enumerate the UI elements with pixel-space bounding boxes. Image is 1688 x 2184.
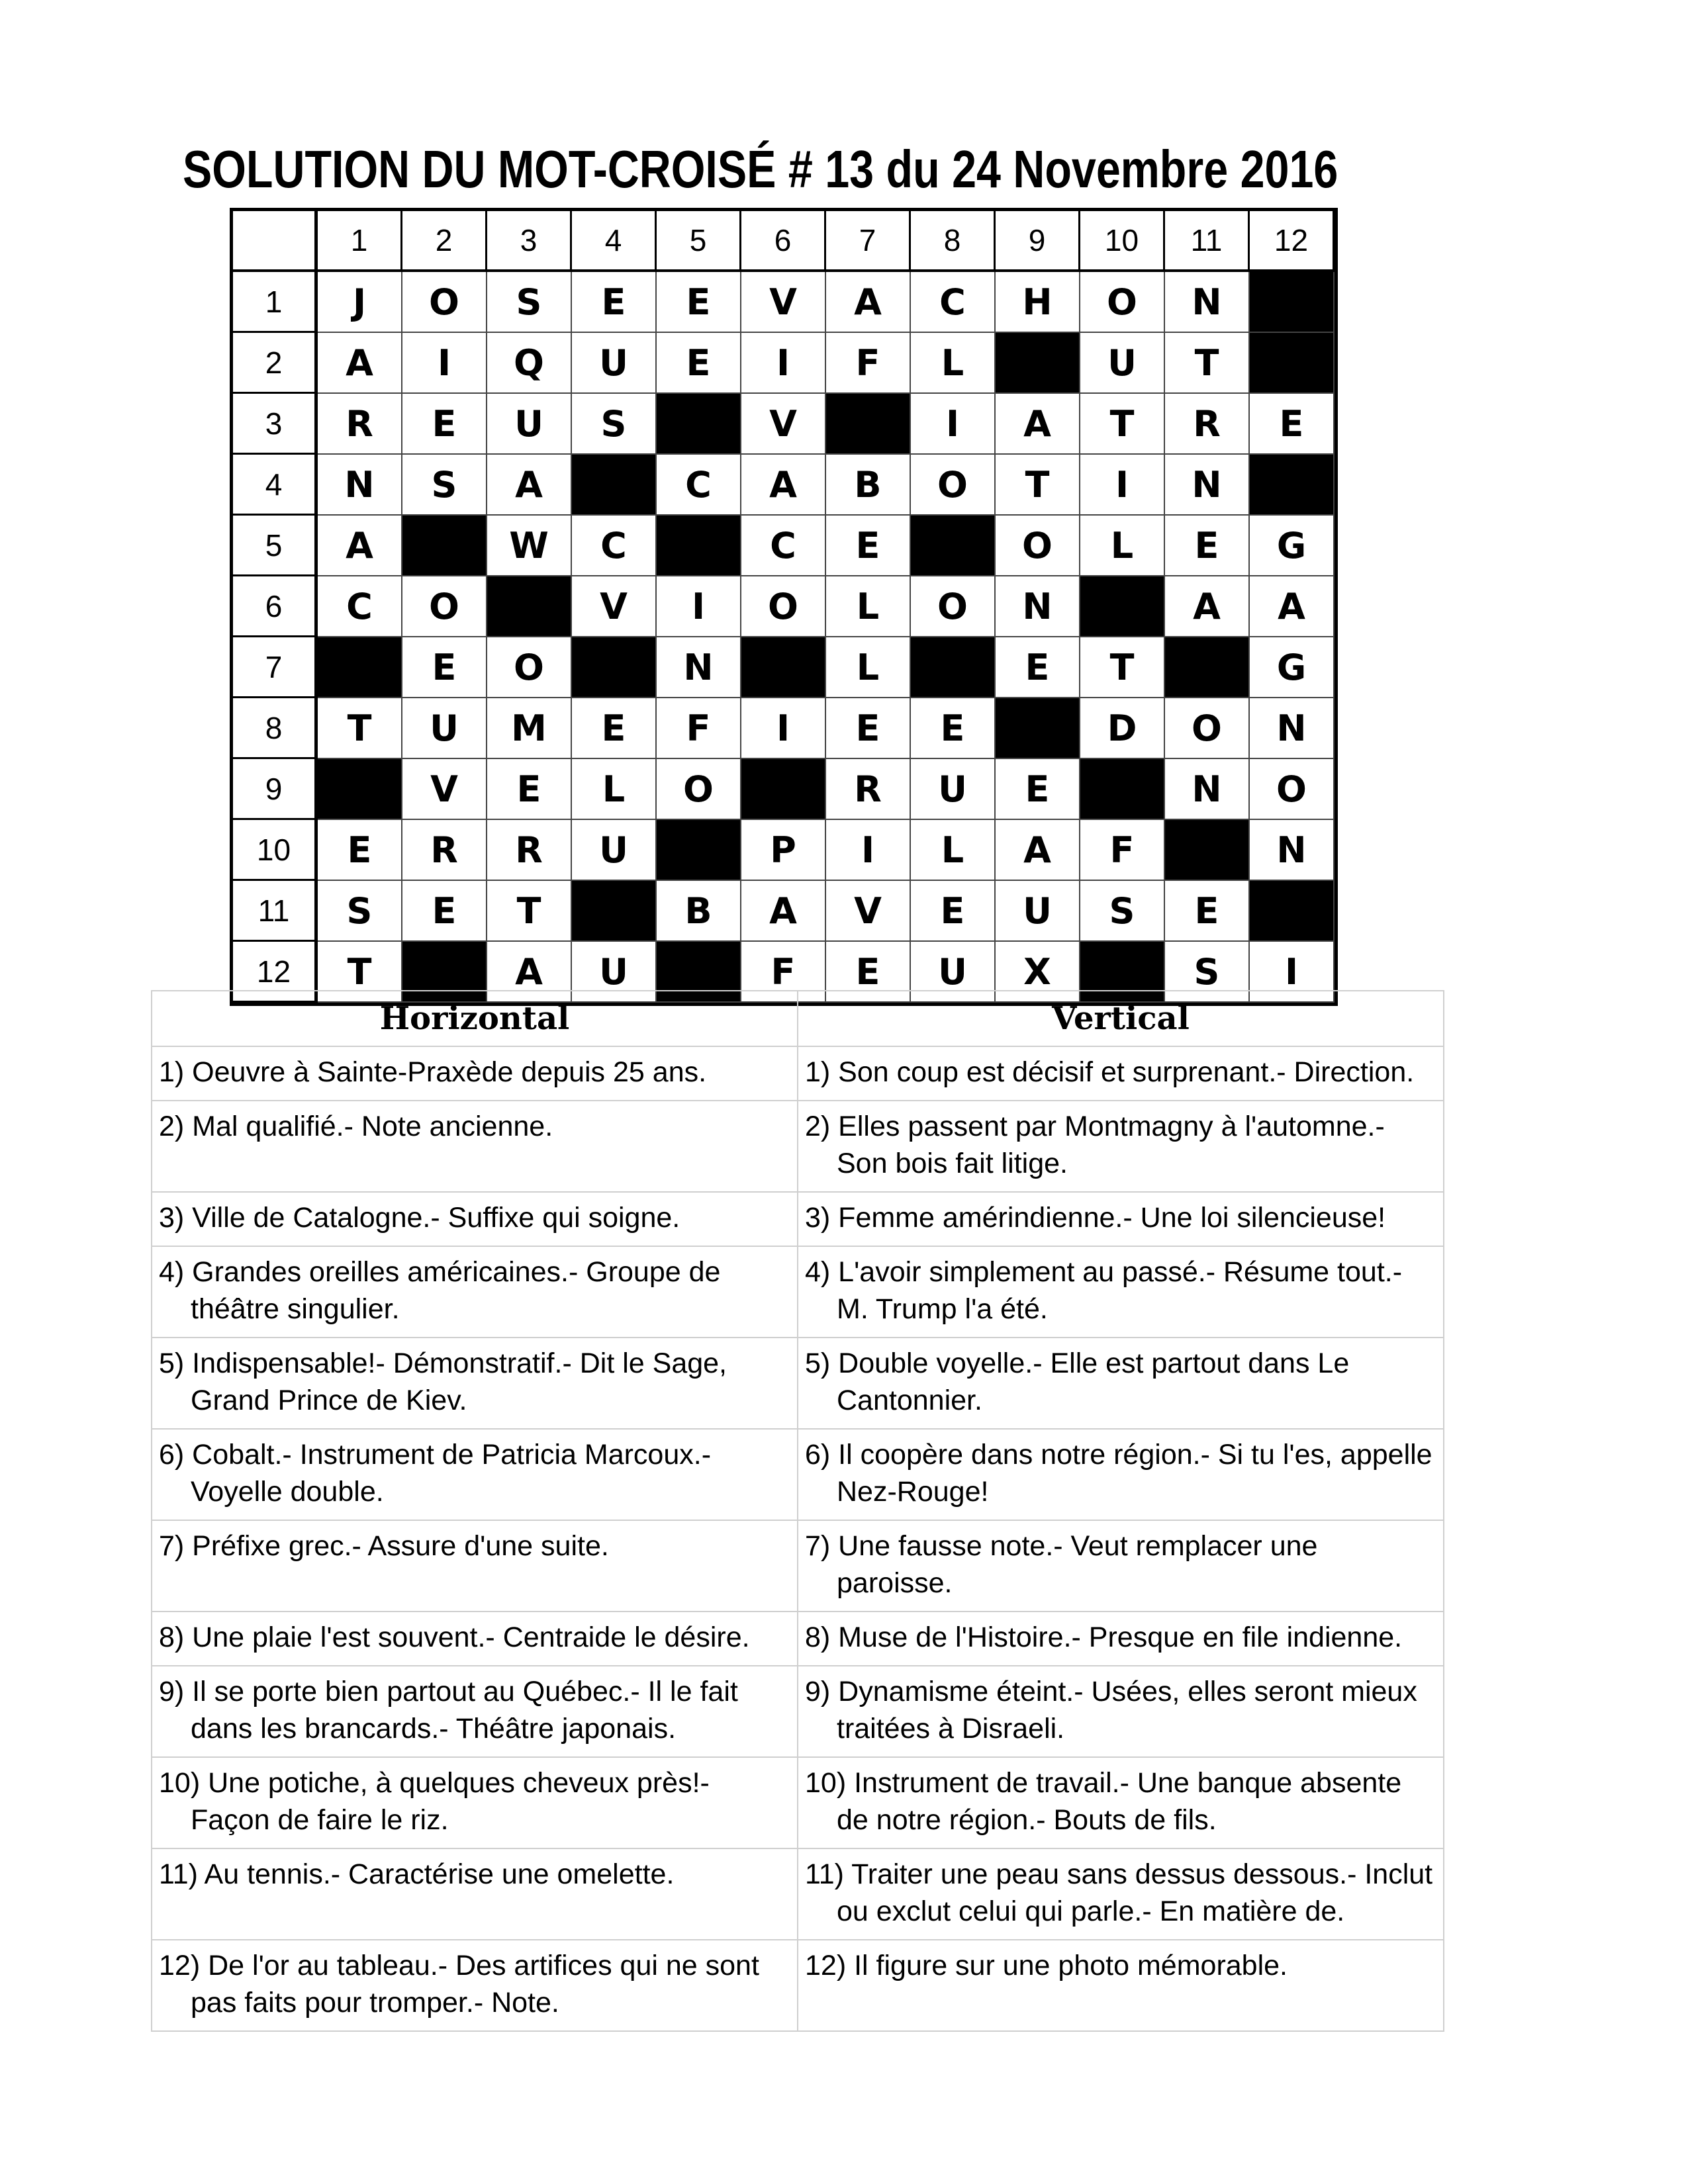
horizontal-clue-cell: [152, 1757, 798, 1848]
horizontal-clue: 5) Indispensable!- Démonstratif.- Dit le Sage, Grand Prince de Kiev.: [159, 1347, 727, 1416]
horizontal-clue-cell: [152, 1848, 798, 1940]
grid-letter: O: [911, 455, 996, 516]
column-number: 6: [741, 211, 826, 272]
column-number: 3: [487, 211, 572, 272]
grid-letter: U: [1080, 333, 1165, 394]
grid-letter: E: [911, 881, 996, 942]
grid-letter: O: [911, 576, 996, 637]
grid-letter: N: [1250, 698, 1335, 759]
black-square: [1080, 576, 1165, 637]
grid-letter: E: [572, 272, 657, 333]
horizontal-clue-cell: [152, 1192, 798, 1246]
clue-row: [152, 1338, 1444, 1429]
grid-letter: E: [657, 272, 741, 333]
grid-letter: A: [996, 820, 1080, 881]
black-square: [741, 759, 826, 820]
grid-letter: J: [318, 272, 402, 333]
column-number: 5: [657, 211, 741, 272]
vertical-clue: 3) Femme amérindienne.- Une loi silencieuse!: [805, 1202, 1386, 1234]
grid-letter: E: [487, 759, 572, 820]
vertical-clue: 4) L'avoir simplement au passé.- Résume tout.- M. Trump l'a été.: [805, 1256, 1403, 1325]
grid-letter: A: [741, 881, 826, 942]
grid-letter: I: [741, 333, 826, 394]
clue-row: [152, 1757, 1444, 1848]
row-number: 11: [233, 881, 318, 942]
vertical-clue-cell: [798, 1101, 1444, 1192]
grid-letter: L: [911, 333, 996, 394]
black-square: [1250, 272, 1335, 333]
vertical-clue: 8) Muse de l'Histoire.- Presque en file indienne.: [805, 1621, 1403, 1653]
row-number: 8: [233, 698, 318, 759]
vertical-clue-cell: [798, 1940, 1444, 2031]
black-square: [572, 881, 657, 942]
grid-letter: O: [402, 576, 487, 637]
grid-letter: U: [996, 881, 1080, 942]
grid-letter: U: [572, 333, 657, 394]
clue-row: [152, 1520, 1444, 1612]
column-number: 4: [572, 211, 657, 272]
black-square: [1250, 455, 1335, 516]
black-square: [402, 516, 487, 576]
black-square: [1165, 820, 1250, 881]
grid-letter: V: [741, 272, 826, 333]
grid-letter: E: [572, 698, 657, 759]
clue-row: [152, 1101, 1444, 1192]
grid-letter: E: [826, 942, 911, 1003]
grid-letter: C: [318, 576, 402, 637]
clue-row: [152, 1192, 1444, 1246]
horizontal-clue-cell: [152, 1940, 798, 2031]
grid-letter: L: [911, 820, 996, 881]
column-number: 2: [402, 211, 487, 272]
horizontal-header: Horizontal: [152, 991, 798, 1046]
row-number: 4: [233, 455, 318, 516]
grid-letter: O: [1165, 698, 1250, 759]
grid-letter: O: [657, 759, 741, 820]
grid-letter: I: [1250, 942, 1335, 1003]
grid-letter: E: [402, 394, 487, 455]
grid-letter: N: [1165, 272, 1250, 333]
horizontal-clue: 8) Une plaie l'est souvent.- Centraide le désire.: [159, 1621, 750, 1653]
black-square: [1250, 333, 1335, 394]
black-square: [826, 394, 911, 455]
grid-letter: B: [826, 455, 911, 516]
grid-letter: C: [741, 516, 826, 576]
grid-letter: I: [741, 698, 826, 759]
black-square: [911, 637, 996, 698]
grid-letter: E: [402, 637, 487, 698]
grid-letter: A: [1165, 576, 1250, 637]
grid-letter: N: [657, 637, 741, 698]
horizontal-clue: 9) Il se porte bien partout au Québec.- Il le fait dans les brancards.- Théâtre japonais.: [159, 1676, 738, 1745]
vertical-clue: 5) Double voyelle.- Elle est partout dans Le Cantonnier.: [805, 1347, 1350, 1416]
vertical-clue: 10) Instrument de travail.- Une banque absente de notre région.- Bouts de fils.: [805, 1767, 1402, 1836]
horizontal-clue: 12) De l'or au tableau.- Des artifices qui ne sont pas faits pour tromper.- Note.: [159, 1950, 759, 2019]
black-square: [318, 759, 402, 820]
grid-letter: A: [487, 942, 572, 1003]
horizontal-clue: 11) Au tennis.- Caractérise une omelette.: [159, 1858, 675, 1890]
black-square: [657, 820, 741, 881]
grid-letter: U: [911, 759, 996, 820]
clue-row: [152, 1666, 1444, 1757]
grid-corner: [233, 211, 318, 272]
grid-letter: E: [657, 333, 741, 394]
grid-letter: O: [996, 516, 1080, 576]
grid-letter: T: [1080, 394, 1165, 455]
grid-letter: L: [1080, 516, 1165, 576]
row-number: 2: [233, 333, 318, 394]
black-square: [996, 698, 1080, 759]
crossword-grid: [230, 208, 1338, 1006]
grid-letter: E: [318, 820, 402, 881]
grid-letter: V: [572, 576, 657, 637]
grid-letter: S: [1165, 942, 1250, 1003]
grid-letter: R: [1165, 394, 1250, 455]
grid-letter: E: [826, 698, 911, 759]
grid-letter: F: [826, 333, 911, 394]
row-number: 5: [233, 516, 318, 576]
grid-letter: C: [911, 272, 996, 333]
vertical-clue-cell: [798, 1666, 1444, 1757]
grid-letter: E: [826, 516, 911, 576]
grid-letter: L: [826, 576, 911, 637]
grid-letter: I: [1080, 455, 1165, 516]
grid-letter: V: [402, 759, 487, 820]
grid-letter: N: [996, 576, 1080, 637]
horizontal-clue-cell: [152, 1338, 798, 1429]
grid-letter: C: [657, 455, 741, 516]
horizontal-clue-cell: [152, 1429, 798, 1520]
vertical-clue-cell: [798, 1046, 1444, 1101]
grid-letter: O: [487, 637, 572, 698]
grid-letter: O: [1250, 759, 1335, 820]
grid-letter: E: [1250, 394, 1335, 455]
vertical-clue: 6) Il coopère dans notre région.- Si tu l'es, appelle Nez-Rouge!: [805, 1439, 1432, 1508]
grid-letter: A: [826, 272, 911, 333]
black-square: [487, 576, 572, 637]
grid-letter: Q: [487, 333, 572, 394]
clue-row: [152, 1848, 1444, 1940]
horizontal-clue: 1) Oeuvre à Sainte-Praxède depuis 25 ans.: [159, 1056, 707, 1088]
grid-letter: A: [487, 455, 572, 516]
vertical-clue-cell: [798, 1848, 1444, 1940]
horizontal-clue: 3) Ville de Catalogne.- Suffixe qui soigne.: [159, 1202, 680, 1234]
grid-letter: G: [1250, 516, 1335, 576]
grid-letter: N: [318, 455, 402, 516]
row-number: 6: [233, 576, 318, 637]
clue-row: [152, 1612, 1444, 1666]
grid-letter: T: [1080, 637, 1165, 698]
vertical-clue-cell: [798, 1757, 1444, 1848]
vertical-clue: 7) Une fausse note.- Veut remplacer une paroisse.: [805, 1530, 1318, 1599]
clue-row: [152, 1246, 1444, 1338]
grid-letter: E: [996, 637, 1080, 698]
horizontal-clue-cell: [152, 1666, 798, 1757]
column-number: 7: [826, 211, 911, 272]
vertical-clue: 2) Elles passent par Montmagny à l'automne.- Son bois fait litige.: [805, 1111, 1385, 1179]
column-number: 8: [911, 211, 996, 272]
black-square: [572, 455, 657, 516]
grid-letter: L: [826, 637, 911, 698]
column-number: 10: [1080, 211, 1165, 272]
grid-letter: G: [1250, 637, 1335, 698]
column-number: 12: [1250, 211, 1335, 272]
black-square: [911, 516, 996, 576]
horizontal-clue: 2) Mal qualifié.- Note ancienne.: [159, 1111, 553, 1142]
grid-letter: I: [826, 820, 911, 881]
grid-letter: S: [1080, 881, 1165, 942]
grid-letter: B: [657, 881, 741, 942]
column-number: 9: [996, 211, 1080, 272]
row-number: 10: [233, 820, 318, 881]
clues-table: [151, 990, 1444, 2032]
grid-letter: A: [1250, 576, 1335, 637]
horizontal-clue: 4) Grandes oreilles américaines.- Groupe de théâtre singulier.: [159, 1256, 721, 1325]
row-number: 3: [233, 394, 318, 455]
grid-letter: O: [402, 272, 487, 333]
grid-letter: R: [318, 394, 402, 455]
horizontal-clue-cell: [152, 1246, 798, 1338]
clue-row: [152, 1429, 1444, 1520]
horizontal-clue-cell: [152, 1101, 798, 1192]
clues-header-row: [152, 991, 1444, 1046]
grid-letter: N: [1250, 820, 1335, 881]
grid-letter: L: [572, 759, 657, 820]
grid-letter: R: [487, 820, 572, 881]
grid-letter: V: [826, 881, 911, 942]
grid-letter: E: [1165, 881, 1250, 942]
horizontal-clue-cell: [152, 1612, 798, 1666]
vertical-clue-cell: [798, 1429, 1444, 1520]
horizontal-clue: 10) Une potiche, à quelques cheveux près!- Façon de faire le riz.: [159, 1767, 710, 1836]
grid-letter: U: [402, 698, 487, 759]
black-square: [1165, 637, 1250, 698]
grid-letter: E: [996, 759, 1080, 820]
grid-letter: I: [911, 394, 996, 455]
black-square: [1250, 881, 1335, 942]
horizontal-clue-cell: [152, 1046, 798, 1101]
vertical-clue: 12) Il figure sur une photo mémorable.: [805, 1950, 1288, 1981]
grid-letter: O: [741, 576, 826, 637]
grid-letter: N: [1165, 759, 1250, 820]
grid-letter: U: [911, 942, 996, 1003]
grid-letter: F: [657, 698, 741, 759]
grid-letter: F: [1080, 820, 1165, 881]
grid-letter: R: [826, 759, 911, 820]
vertical-header: Vertical: [798, 991, 1444, 1046]
black-square: [657, 394, 741, 455]
column-number: 1: [318, 211, 402, 272]
horizontal-clue: 6) Cobalt.- Instrument de Patricia Marcoux.- Voyelle double.: [159, 1439, 712, 1508]
horizontal-clue-cell: [152, 1520, 798, 1612]
black-square: [657, 516, 741, 576]
row-number: 7: [233, 637, 318, 698]
grid-letter: W: [487, 516, 572, 576]
grid-letter: T: [318, 698, 402, 759]
grid-letter: A: [741, 455, 826, 516]
grid-letter: C: [572, 516, 657, 576]
vertical-clue-cell: [798, 1520, 1444, 1612]
horizontal-clue: 7) Préfixe grec.- Assure d'une suite.: [159, 1530, 609, 1562]
vertical-clue-cell: [798, 1192, 1444, 1246]
grid-letter: I: [402, 333, 487, 394]
grid-letter: S: [318, 881, 402, 942]
grid-letter: S: [572, 394, 657, 455]
black-square: [318, 637, 402, 698]
grid-letter: M: [487, 698, 572, 759]
grid-letter: S: [487, 272, 572, 333]
grid-letter: I: [657, 576, 741, 637]
vertical-clue-cell: [798, 1338, 1444, 1429]
grid-letter: P: [741, 820, 826, 881]
grid-letter: A: [996, 394, 1080, 455]
grid-letter: T: [996, 455, 1080, 516]
black-square: [572, 637, 657, 698]
column-number: 11: [1165, 211, 1250, 272]
row-number: 9: [233, 759, 318, 820]
black-square: [996, 333, 1080, 394]
vertical-clue-cell: [798, 1246, 1444, 1338]
page-title: SOLUTION DU MOT-CROISÉ # 13 du 24 Novembre 2016: [183, 140, 1338, 199]
grid-letter: R: [402, 820, 487, 881]
grid-letter: O: [1080, 272, 1165, 333]
grid-letter: E: [911, 698, 996, 759]
grid-letter: A: [318, 516, 402, 576]
grid-letter: T: [318, 942, 402, 1003]
black-square: [741, 637, 826, 698]
grid-letter: N: [1165, 455, 1250, 516]
vertical-clue: 11) Traiter une peau sans dessus dessous.- Inclut ou exclut celui qui parle.- En matière de.: [805, 1858, 1433, 1927]
grid-letter: T: [1165, 333, 1250, 394]
grid-letter: U: [572, 942, 657, 1003]
vertical-clue-cell: [798, 1612, 1444, 1666]
grid-letter: V: [741, 394, 826, 455]
grid-letter: F: [741, 942, 826, 1003]
clue-row: [152, 1940, 1444, 2031]
clue-row: [152, 1046, 1444, 1101]
grid-letter: H: [996, 272, 1080, 333]
grid-letter: T: [487, 881, 572, 942]
black-square: [1080, 759, 1165, 820]
grid-letter: A: [318, 333, 402, 394]
grid-letter: U: [487, 394, 572, 455]
grid-letter: E: [1165, 516, 1250, 576]
row-number: 12: [233, 942, 318, 1003]
vertical-clue: 9) Dynamisme éteint.- Usées, elles seront mieux traitées à Disraeli.: [805, 1676, 1417, 1745]
vertical-clue: 1) Son coup est décisif et surprenant.- Direction.: [805, 1056, 1415, 1088]
grid-letter: D: [1080, 698, 1165, 759]
grid-letter: E: [402, 881, 487, 942]
grid-letter: U: [572, 820, 657, 881]
row-number: 1: [233, 272, 318, 333]
grid-letter: X: [996, 942, 1080, 1003]
grid-letter: S: [402, 455, 487, 516]
